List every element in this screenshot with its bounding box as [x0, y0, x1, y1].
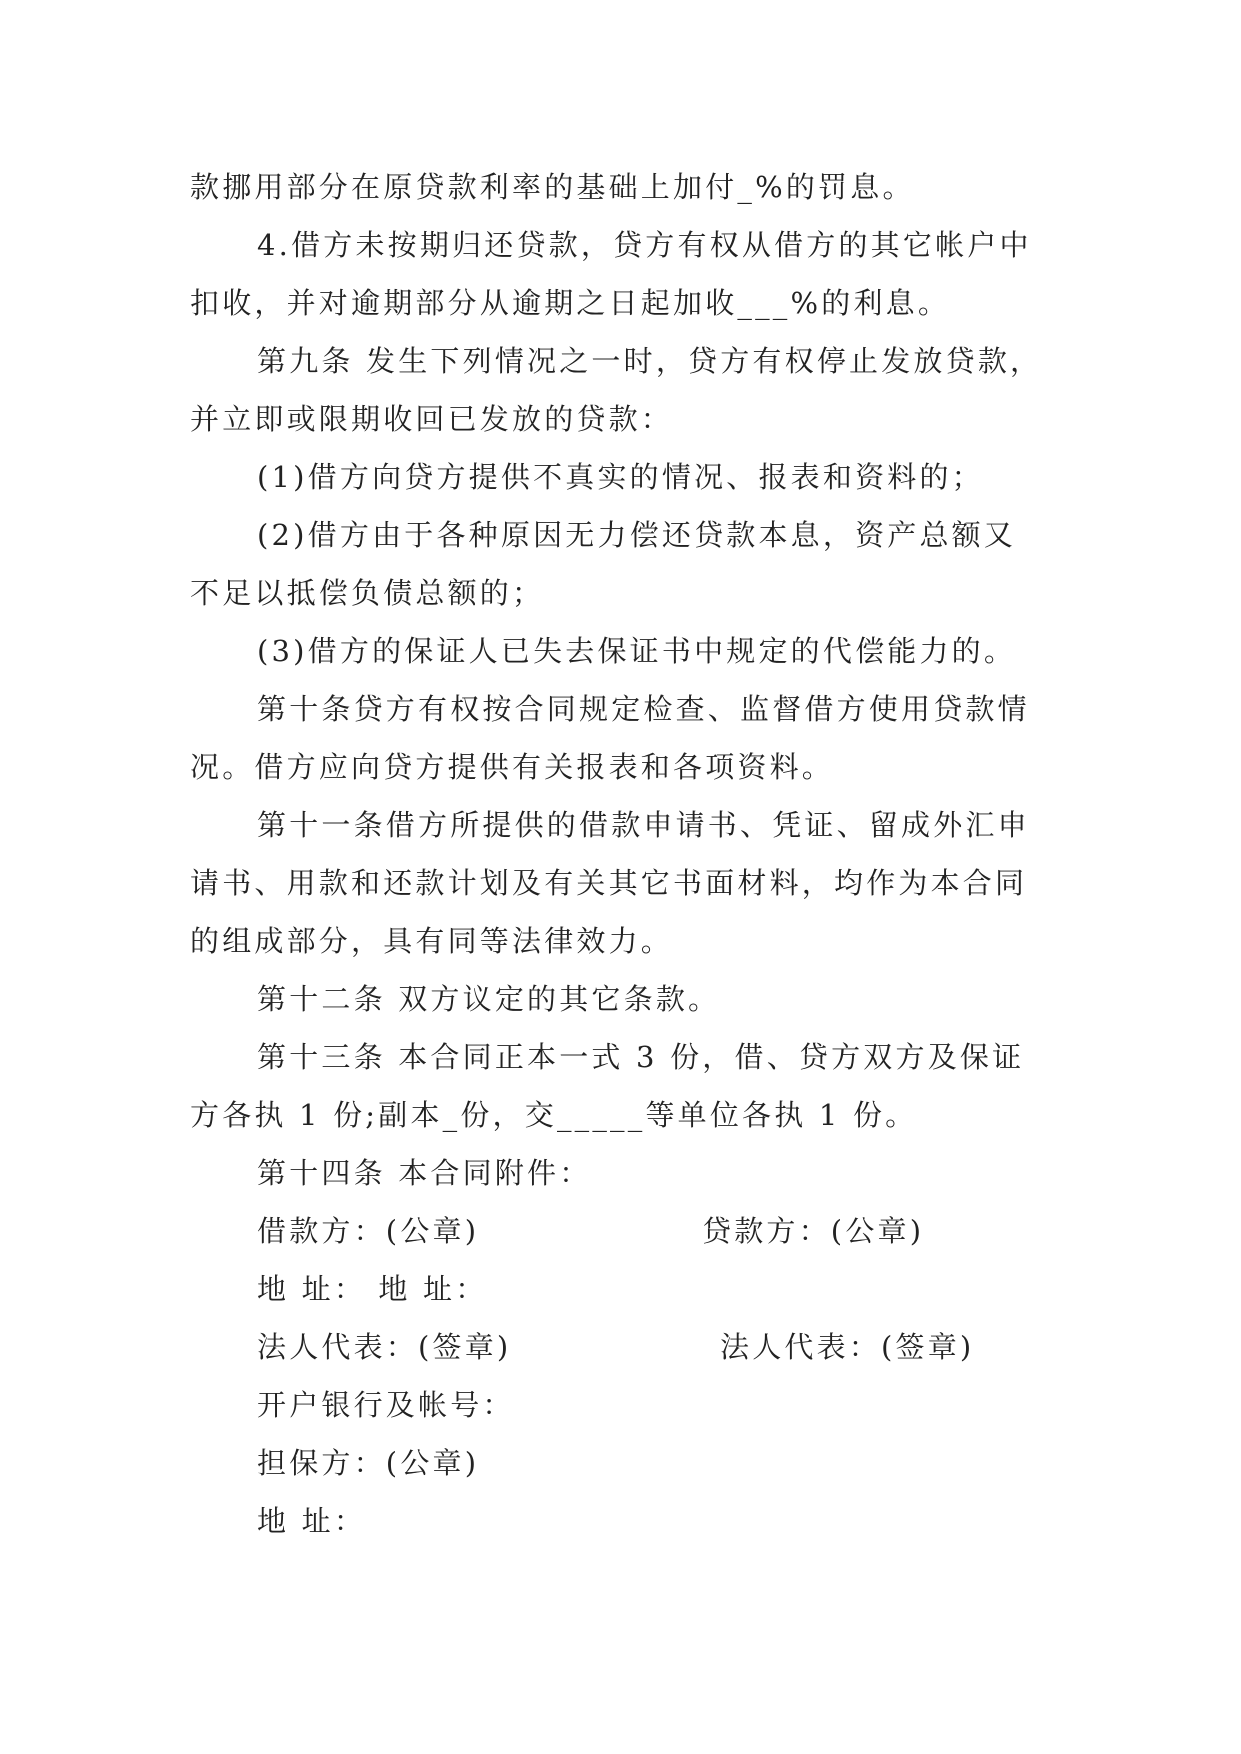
- text-line-3: 扣收，并对逾期部分从逾期之日起加收___%的利息。: [190, 286, 951, 320]
- text-line-11: 况。借方应向贷方提供有关报表和各项资料。: [190, 750, 835, 784]
- article-12: 第十二条 双方议定的其它条款。: [257, 982, 721, 1016]
- bank-account-label: 开户银行及帐号：: [257, 1388, 515, 1422]
- article-14: 第十四条 本合同附件：: [257, 1156, 592, 1190]
- contract-text: [190, 158, 1050, 1550]
- borrower-seal-label: 借款方：(公章): [257, 1214, 480, 1248]
- list-item-1: (1)借方向贷方提供不真实的情况、报表和资料的；: [257, 460, 984, 494]
- list-item-3: (3)借方的保证人已失去保证书中规定的代偿能力的。: [257, 634, 1017, 668]
- text-line-13: 请书、用款和还款计划及有关其它书面材料，均作为本合同: [190, 866, 1028, 900]
- article-9-heading: 第九条 发生下列情况之一时，贷方有权停止发放贷款，: [257, 344, 1043, 378]
- address-labels: 地 址： 地 址：: [257, 1272, 488, 1306]
- signature-row-bank: [190, 1376, 1050, 1434]
- article-11: 第十一条借方所提供的借款申请书、凭证、留成外汇申: [257, 808, 1030, 842]
- signature-row-guarantor-address: [190, 1492, 1050, 1550]
- signature-row-address: [190, 1260, 1050, 1318]
- article-13: 第十三条 本合同正本一式 3 份，借、贷方双方及保证: [257, 1040, 1025, 1074]
- text-line-2: 4.借方未按期归还贷款，贷方有权从借方的其它帐户中: [257, 228, 1032, 262]
- signature-row-parties: [190, 1202, 1050, 1260]
- article-10: 第十条贷方有权按合同规定检查、监督借方使用贷款情: [257, 692, 1030, 726]
- signature-row-legal-rep: [190, 1318, 1050, 1376]
- text-line-5: 并立即或限期收回已发放的贷款：: [190, 402, 674, 436]
- text-line-14: 的组成部分，具有同等法律效力。: [190, 924, 674, 958]
- guarantor-address-label: 地 址：: [257, 1504, 367, 1538]
- text-line-17: 方各执 1 份;副本_份，交_____等单位各执 1 份。: [190, 1098, 918, 1132]
- guarantor-seal-label: 担保方：(公章): [257, 1446, 480, 1480]
- signature-row-guarantor: [190, 1434, 1050, 1492]
- lender-seal-label: 贷款方：(公章): [702, 1214, 925, 1248]
- list-item-2: (2)借方由于各种原因无力偿还贷款本息，资产总额又: [257, 518, 1017, 552]
- legal-rep-right-label: 法人代表：(签章): [720, 1330, 975, 1364]
- text-line-8: 不足以抵偿负债总额的；: [190, 576, 545, 610]
- legal-rep-left-label: 法人代表：(签章): [257, 1330, 512, 1364]
- text-line-1: 款挪用部分在原贷款利率的基础上加付_%的罚息。: [190, 170, 915, 204]
